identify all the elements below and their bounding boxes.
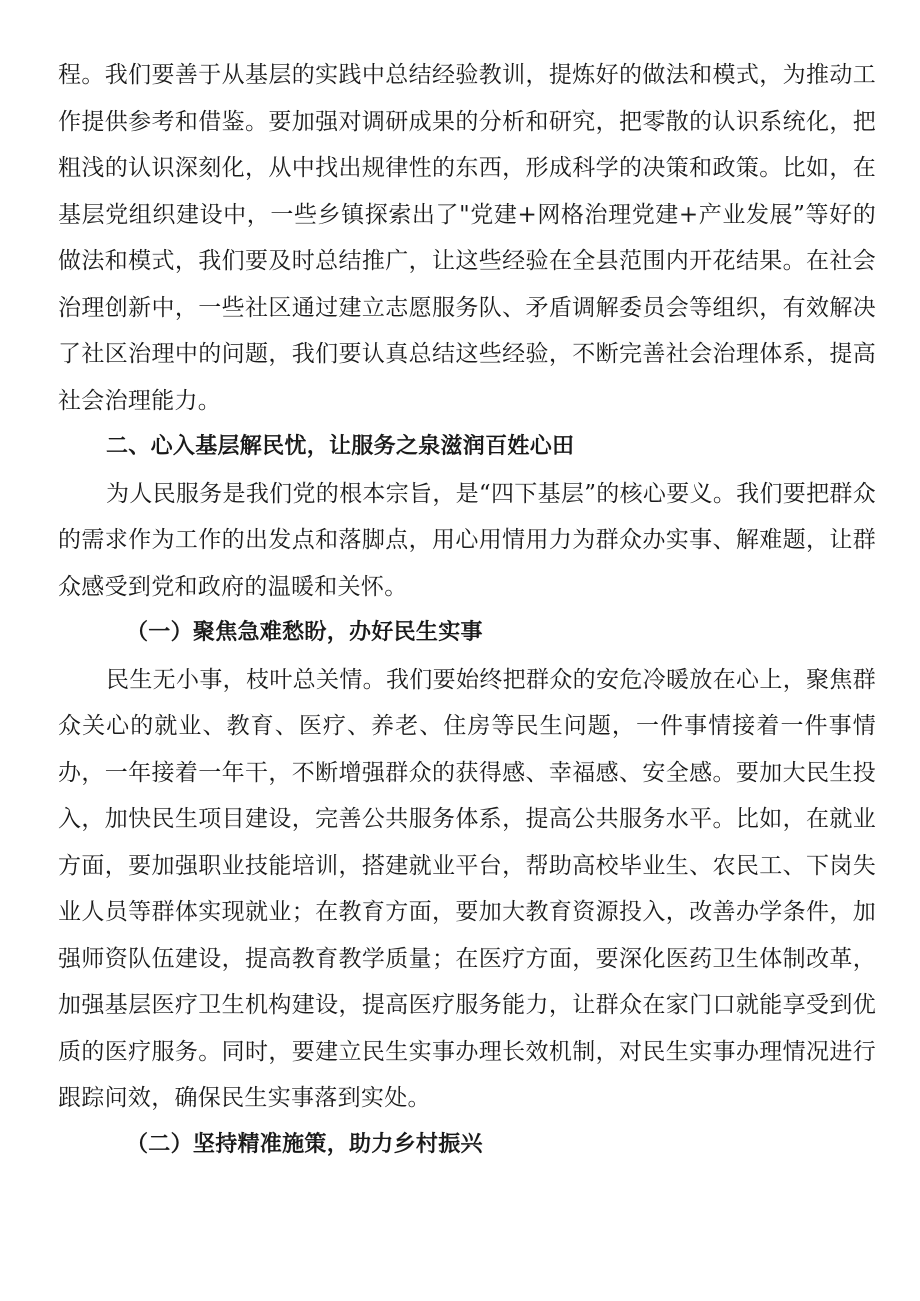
paragraph-continued: 程。我们要善于从基层的实践中总结经验教训，提炼好的做法和模式，为推动工作提供参考和借鉴。要加强对调研成果的分析和研究，把零散的认识系统化，把粗浅的认识深刻化，从中找出规律性的东西，形成科学的决策和政策。比如，在基层党组织建设中，一些乡镇探索出了"党建+网格治理党建+产业发展”等好的做法和模式，我们要及时总结推广，让这些经验在全县范围内开花结果。在社会治理创新中，一些社区通过建立志愿服务队、矛盾调解委员会等组织，有效解决了社区治理中的问题，我们要认真总结这些经验，不断完善社会治理体系，提高社会治理能力。 — [58, 62, 876, 414]
paragraph: 民生无小事，枝叶总关情。我们要始终把群众的安危冷暖放在心上，聚焦群众关心的就业、教育、医疗、养老、住房等民生问题，一件事情接着一件事情办，一年接着一年干，不断增强群众的获得感、幸福感、安全感。要加大民生投入，加快民生项目建设，完善公共服务体系，提高公共服务水平。比如，在就业方面，要加强职业技能培训，搭建就业平台，帮助高校毕业生、农民工、下岗失业人员等群体实现就业；在教育方面，要加大教育资源投入，改善办学条件，加强师资队伍建设，提高教育教学质量；在医疗方面，要深化医药卫生体制改革，加强基层医疗卫生机构建设，提高医疗服务能力，让群众在家门口就能享受到优质的医疗服务。同时，要建立民生实事办理长效机制，对民生实事办理情况进行跟踪问效，确保民生实事落到实处。 — [58, 666, 876, 1111]
section-heading: 二、心入基层解民忧，让服务之泉滋润百姓心田 — [106, 434, 575, 459]
subsection-heading: （一）聚焦急难愁盼，办好民生实事 — [126, 620, 483, 645]
paragraph: 为人民服务是我们党的根本宗旨，是“四下基层”的核心要义。我们要把群众的需求作为工作的出发点和落脚点，用心用情用力为群众办实事、解难题，让群众感受到党和政府的温暖和关怀。 — [58, 480, 876, 600]
subsection-heading: （二）坚持精准施策，助力乡村振兴 — [126, 1131, 483, 1157]
document-body — [58, 52, 876, 1168]
